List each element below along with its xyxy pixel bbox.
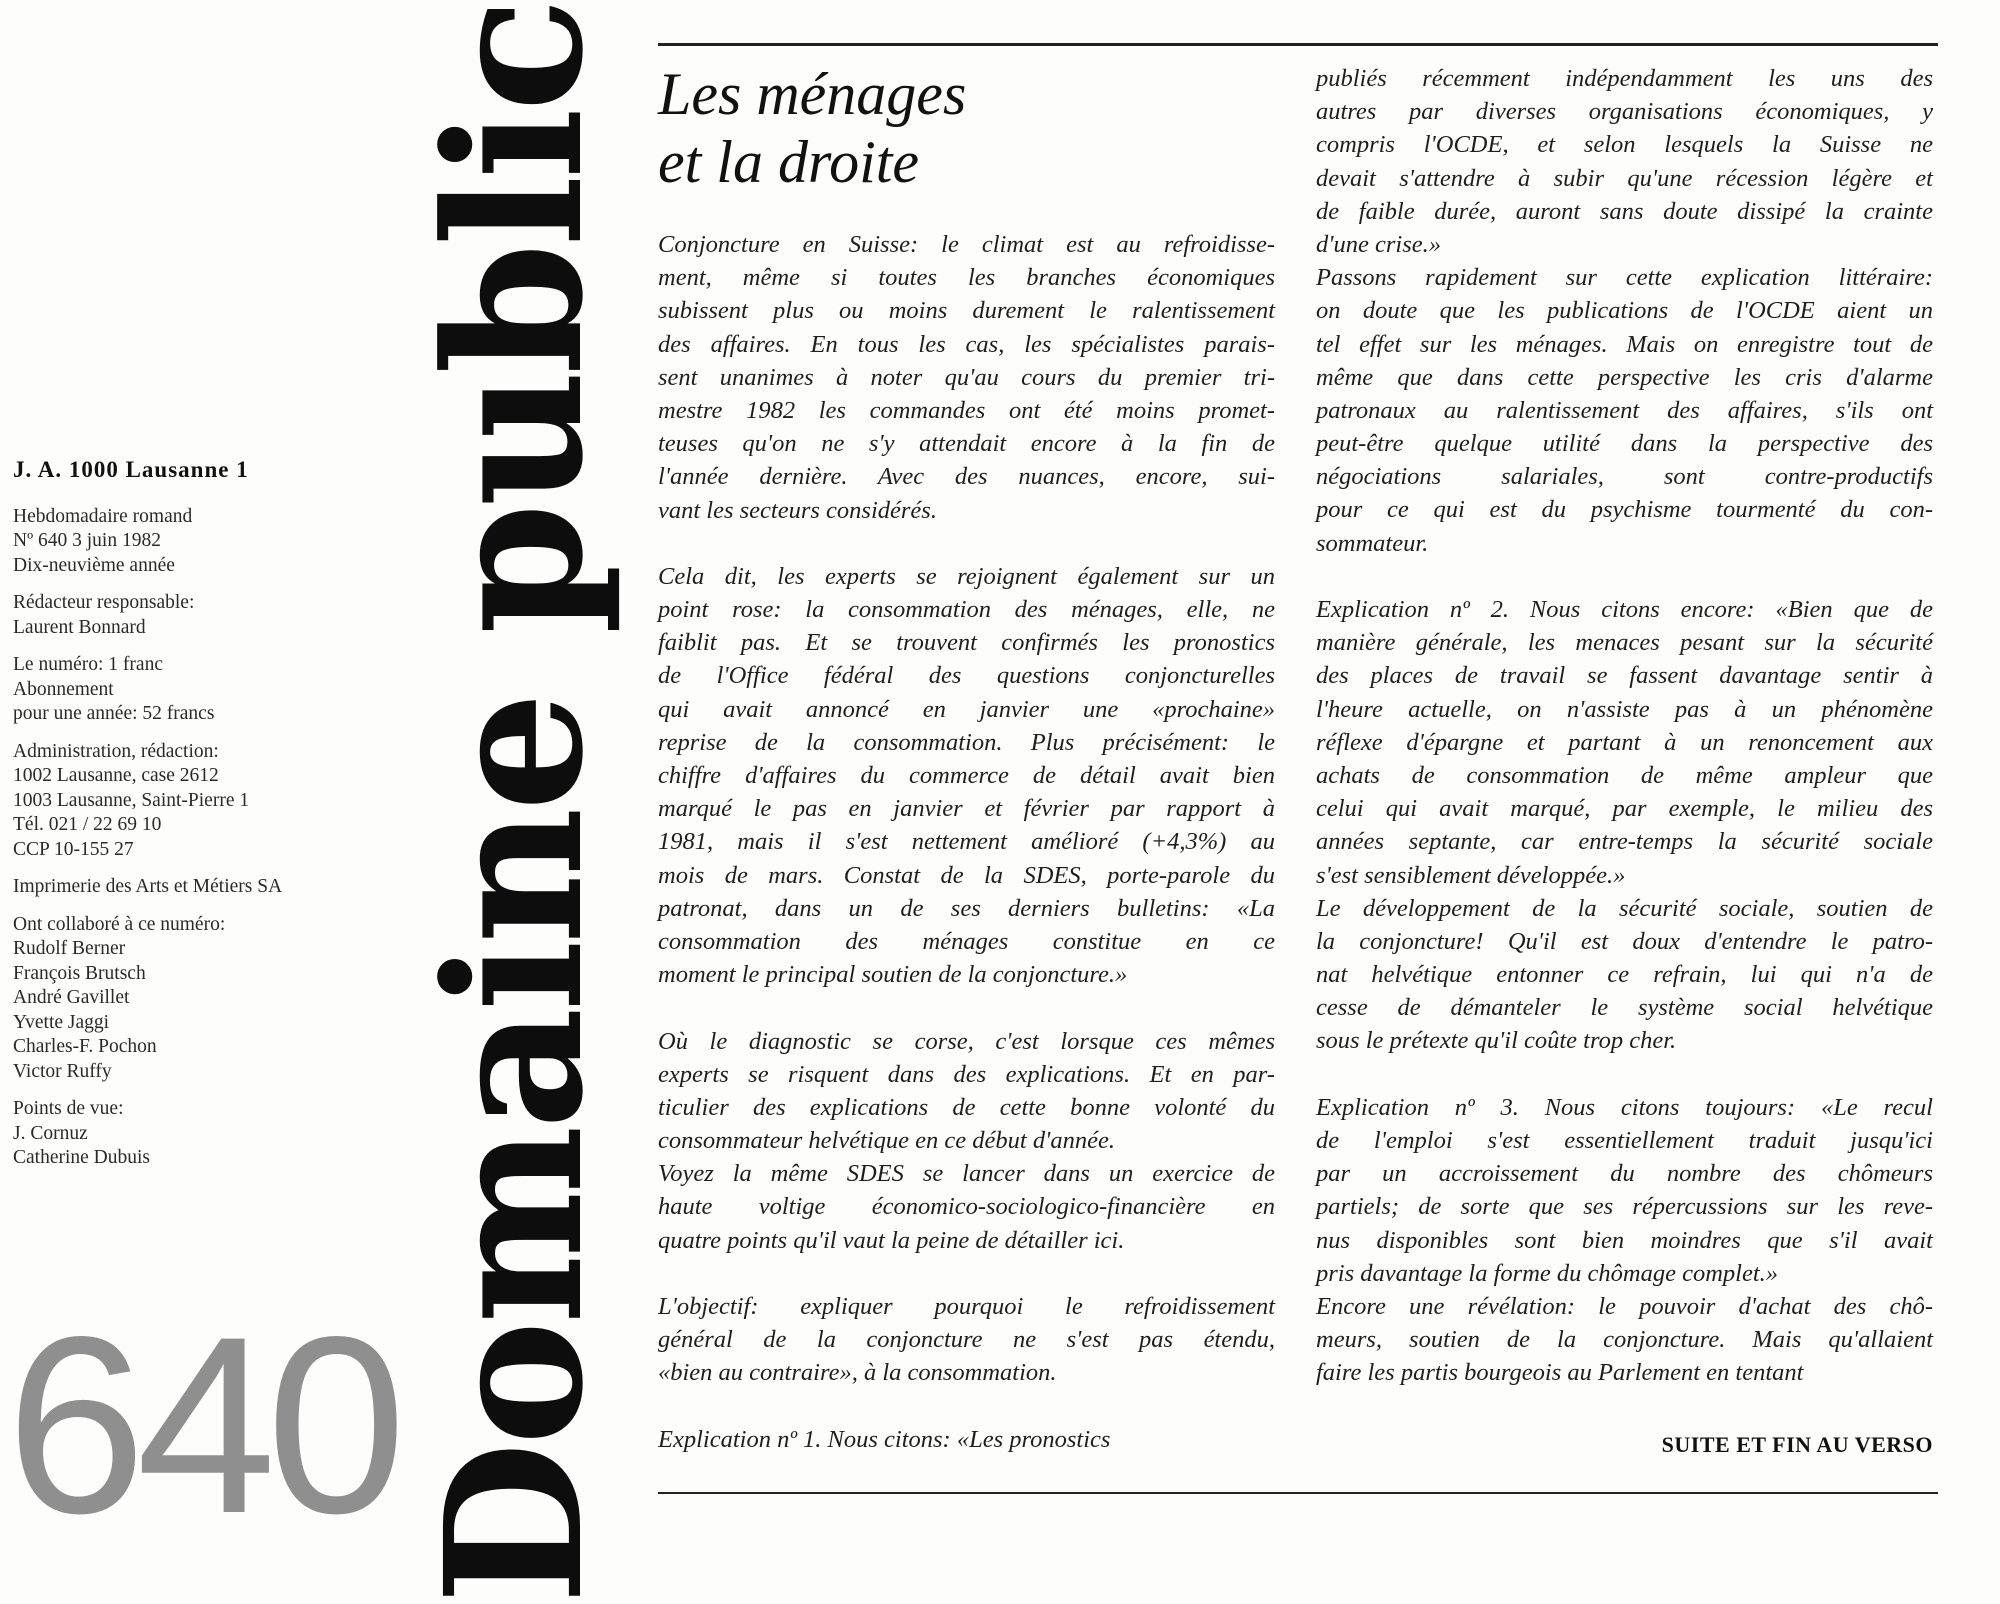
article-title (658, 60, 1278, 196)
text-line: devait s'attendre à subir qu'une récession légère et (1316, 164, 1933, 192)
title-line: Les ménages (658, 61, 967, 127)
text-line: s'est sensiblement développée.» (1316, 861, 1626, 889)
text-line: de l'emploi s'est essentiellement traduit jusqu'ici (1316, 1127, 1933, 1154)
issue-number: 640 (6, 1285, 397, 1566)
text-line: même que dans cette perspective les cris d'alarme (1316, 363, 1933, 391)
colophon-line: Rudolf Berner (13, 938, 126, 959)
bottom-rule (658, 1492, 1938, 1494)
text-line: faire les partis bourgeois au Parlement en tentant (1316, 1359, 1804, 1387)
colophon (13, 458, 393, 1184)
paragraph-gap (658, 991, 1275, 1024)
text-line: consommation des ménages constitue en ce (658, 927, 1275, 955)
text-line: subissent plus ou moins durement le ralentissement (658, 297, 1275, 325)
text-line: compris l'OCDE, et selon lesquels la Suisse ne (1316, 131, 1933, 159)
text-line: Le développement de la sécurité sociale, soutien de (1316, 894, 1933, 922)
colophon-block (13, 591, 393, 640)
text-line: experts se risquent dans des explications. Et en par- (658, 1060, 1275, 1088)
text-line: nus disponibles sont bien moindres que s'il avait (1316, 1226, 1933, 1254)
masthead (400, 0, 630, 1604)
colophon-line: Victor Ruffy (13, 1060, 112, 1082)
text-line: haute voltige économico-sociologico-financière en (658, 1193, 1275, 1221)
colophon-line: André Gavillet (13, 987, 130, 1008)
colophon-line: Hebdomadaire romand (13, 505, 193, 527)
text-line: chiffre d'affaires du commerce de détail avait bien (658, 762, 1275, 789)
text-line: faiblit pas. Et se trouvent confirmés les pronostics (658, 629, 1275, 657)
text-line: l'année dernière. Avec des nuances, encore, sui- (658, 463, 1275, 491)
text-line: tel effet sur les ménages. Mais on enregistre tout de (1316, 330, 1933, 358)
text-line: par un accroissement du nombre des chômeurs (1316, 1160, 1933, 1188)
colophon-line: Nº 640 3 juin 1982 (13, 530, 161, 551)
text-line: achats de consommation de même ampleur que (1316, 761, 1933, 789)
text-line: Passons rapidement sur cette explication littéraire: (1316, 264, 1933, 292)
text-line: nat helvétique entonner ce refrain, lui qui n'a de (1316, 961, 1933, 989)
colophon-block (13, 505, 393, 579)
text-line: point rose: la consommation des ménages, elle, ne (658, 596, 1275, 624)
colophon-line: Dix-neuvième année (13, 554, 175, 576)
text-line: sent unanimes à noter qu'au cours du premier tri- (658, 363, 1275, 391)
text-line: négociations salariales, sont contre-productifs (1316, 463, 1933, 491)
text-line: patronaux au ralentissement des affaires, s'ils ont (1316, 396, 1933, 424)
text-line: reprise de la consommation. Plus précisément: le (658, 728, 1275, 756)
text-line: mestre 1982 les commandes ont été moins promet- (658, 396, 1275, 424)
colophon-line: Points de vue: (13, 1098, 124, 1119)
paragraph-gap (1316, 560, 1933, 593)
colophon-line: François Brutsch (13, 962, 146, 984)
text-line: celui qui avait marqué, par exemple, le milieu des (1316, 795, 1933, 823)
colophon-line: Laurent Bonnard (13, 616, 146, 638)
title-line: et la droite (658, 129, 920, 195)
text-line: de faible durée, auront sans doute dissipé la crainte (1316, 197, 1933, 225)
text-line: la conjoncture! Qu'il est doux d'entendre le patro- (1316, 927, 1933, 955)
postal-address: J. A. 1000 Lausanne 1 (13, 457, 249, 482)
colophon-line: Catherine Dubuis (13, 1147, 151, 1168)
text-line: publiés récemment indépendamment les uns des (1316, 65, 1933, 92)
masthead-title: Domaine public (404, 0, 625, 1604)
continued-notice: SUITE ET FIN AU VERSO (1661, 1432, 1933, 1457)
colophon-block (13, 875, 393, 900)
text-line: vant les secteurs considérés. (658, 496, 937, 524)
colophon-line: Le numéro: 1 franc (13, 654, 163, 675)
text-line: Explication nº 1. Nous citons: «Les pronostics (658, 1425, 1111, 1453)
text-line: Conjoncture en Suisse: le climat est au refroidisse- (658, 231, 1275, 258)
text-line: on doute que les publications de l'OCDE aient un (1316, 297, 1933, 325)
colophon-line: Ont collaboré à ce numéro: (13, 913, 226, 935)
text-line: réflexe d'épargne et partant à un renoncement aux (1316, 728, 1933, 756)
text-line: pris davantage la forme du chômage complet.» (1316, 1259, 1779, 1287)
text-line: ment, même si toutes les branches économiques (658, 264, 1275, 292)
text-line: années septante, car entre-temps la sécurité sociale (1316, 828, 1933, 856)
text-line: quatre points qu'il vaut la peine de détailler ici. (658, 1226, 1125, 1254)
text-line: Où le diagnostic se corse, c'est lorsque ces mêmes (658, 1027, 1275, 1055)
text-line: moment le principal soutien de la conjoncture.» (658, 961, 1128, 989)
text-line: d'une crise.» (1316, 230, 1441, 258)
article-column-2 (1316, 62, 1933, 1390)
colophon-line: pour une année: 52 francs (13, 703, 215, 724)
text-line: Cela dit, les experts se rejoignent également sur un (658, 562, 1275, 590)
colophon-line: Rédacteur responsable: (13, 592, 195, 613)
text-line: Explication nº 3. Nous citons toujours: «Le recul (1316, 1093, 1933, 1121)
text-line: autres par diverses organisations économiques, y (1316, 98, 1933, 126)
text-line: manière générale, les menaces pesant sur la sécurité (1316, 629, 1933, 657)
text-line: «bien au contraire», à la consommation. (658, 1359, 1057, 1387)
text-line: pour ce qui est du psychisme tourmenté du con- (1316, 496, 1933, 524)
paragraph-gap (1316, 1058, 1933, 1091)
text-line: ticulier des explications de cette bonne volonté du (658, 1093, 1275, 1121)
top-rule (658, 43, 1938, 46)
text-line: peut-être quelque utilité dans la perspective des (1316, 430, 1933, 458)
text-line: Encore une révélation: le pouvoir d'achat des chô- (1316, 1292, 1933, 1320)
colophon-blocks (13, 505, 393, 1171)
colophon-line: CCP 10-155 27 (13, 838, 134, 860)
colophon-line: Tél. 021 / 22 69 10 (13, 814, 162, 835)
colophon-line: Imprimerie des Arts et Métiers SA (13, 876, 283, 897)
colophon-block (13, 653, 393, 727)
paragraph-gap (658, 1257, 1275, 1290)
text-line: général de la conjoncture ne s'est pas étendu, (658, 1326, 1275, 1354)
text-line: sommateur. (1316, 529, 1429, 557)
text-line: L'objectif: expliquer pourquoi le refroidissement (658, 1293, 1275, 1320)
paragraph-gap (658, 1390, 1275, 1423)
colophon-line: 1002 Lausanne, case 2612 (13, 765, 219, 786)
colophon-line: Charles-F. Pochon (13, 1036, 157, 1057)
text-line: sous le prétexte qu'il coûte trop cher. (1316, 1027, 1677, 1055)
text-line: des places de travail se fassent davantage sentir à (1316, 662, 1933, 690)
paragraph-gap (658, 527, 1275, 560)
text-line: Voyez la même SDES se lancer dans un exercice de (658, 1160, 1275, 1188)
text-line: teuses qu'on ne s'y attendait encore à la fin de (658, 430, 1275, 458)
colophon-block (13, 740, 393, 863)
colophon-line: J. Cornuz (13, 1122, 88, 1144)
article-column-1 (658, 228, 1275, 1456)
text-line: partiels; de sorte que ses répercussions sur les reve- (1316, 1193, 1933, 1221)
text-line: meurs, soutien de la conjoncture. Mais qu'allaient (1316, 1326, 1933, 1354)
colophon-block (13, 913, 393, 1085)
text-line: qui avait annoncé en janvier une «prochaine» (658, 695, 1275, 723)
colophon-line: Abonnement (13, 678, 114, 700)
text-line: l'heure actuelle, on n'assiste pas à un phénomène (1316, 695, 1933, 723)
text-line: marqué le pas en janvier et février par rapport à (658, 795, 1275, 823)
text-line: de l'Office fédéral des questions conjoncturelles (658, 662, 1275, 690)
text-line: consommateur helvétique en ce début d'année. (658, 1127, 1115, 1155)
text-line: 1981, mais il s'est nettement amélioré (+4,3%) au (658, 828, 1275, 856)
colophon-block (13, 1097, 393, 1171)
colophon-line: Administration, rédaction: (13, 740, 219, 762)
text-line: cesse de démanteler le système social helvétique (1316, 994, 1933, 1022)
text-line: mois de mars. Constat de la SDES, porte-parole du (658, 861, 1275, 889)
text-line: patronat, dans un de ses derniers bulletins: «La (658, 894, 1275, 922)
colophon-line: 1003 Lausanne, Saint-Pierre 1 (13, 789, 250, 811)
text-line: des affaires. En tous les cas, les spécialistes parais- (658, 330, 1275, 358)
colophon-line: Yvette Jaggi (13, 1011, 110, 1033)
text-line: Explication nº 2. Nous citons encore: «Bien que de (1316, 596, 1933, 623)
